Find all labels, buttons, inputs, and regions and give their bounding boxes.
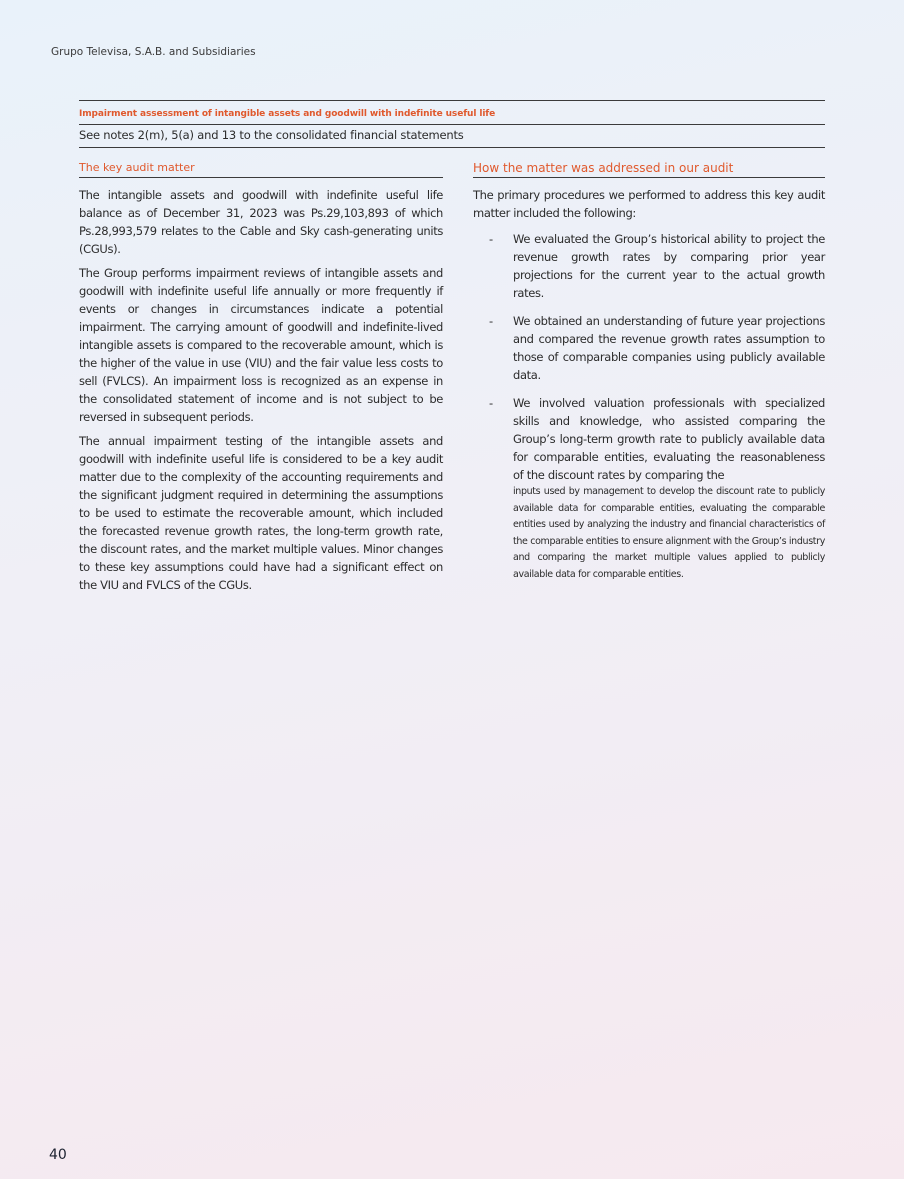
list-item xyxy=(473,230,825,302)
section-title: Impairment assessment of intangible assets and goodwill with indefinite useful life xyxy=(79,109,496,119)
key-audit-matter-heading: The key audit matter xyxy=(79,161,195,174)
notes-rule xyxy=(79,147,825,148)
procedure-text: We evaluated the Group’s historical ability to project the revenue growth rates by comparing prior year projections for the current year to the actual growth rates. xyxy=(513,232,825,300)
procedure-text: We obtained an understanding of future year projections and compared the revenue growth rates assumption to those of comparable companies using publicly available data. xyxy=(513,314,825,382)
dash-marker: - xyxy=(489,314,494,328)
procedures-list xyxy=(473,230,825,583)
list-item xyxy=(473,312,825,384)
matter-paragraph: The annual impairment testing of the intangible assets and goodwill with indefinite useful life is considered to be a key audit matter due to the complexity of the accounting requirements and the significant judgment required in determining the assumptions to be used to estimate the recoverable amount, which included the forecasted revenue growth rates, the long-term growth rate, the discount rates, and the market multiple values. Minor changes to these key assumptions could have had a significant effect on the VIU and FVLCS of the CGUs. xyxy=(79,434,443,592)
left-heading-rule xyxy=(79,177,443,178)
notes-reference: See notes 2(m), 5(a) and 13 to the consolidated financial statements xyxy=(79,128,464,142)
procedures-intro: The primary procedures we performed to address this key audit matter included the following: xyxy=(473,188,825,220)
key-audit-matter-column xyxy=(79,160,443,594)
procedure-text: We involved valuation professionals with specialized skills and knowledge, who assisted comparing the Group’s long-term growth rate to publicly available data for comparable entities, evaluating the reasonableness of the discount rates by comparing the xyxy=(513,396,825,482)
title-rule xyxy=(79,124,825,125)
dash-marker: - xyxy=(489,232,494,246)
dash-marker: - xyxy=(489,396,494,410)
right-heading-rule xyxy=(473,177,825,178)
matter-paragraph: The Group performs impairment reviews of intangible assets and goodwill with indefinite useful life annually or more frequently if events or changes in circumstances indicate a potential impairment. The carrying amount of goodwill and indefinite-lived intangible assets is compared to the recoverable amount, which is the higher of the value in use (VIU) and the fair value less costs to sell (FVLCS). An impairment loss is recognized as an expense in the consolidated statement of income and is not subject to be reversed in subsequent periods. xyxy=(79,266,443,424)
company-name: Grupo Televisa, S.A.B. and Subsidiaries xyxy=(51,46,256,58)
audit-response-heading: How the matter was addressed in our audit xyxy=(473,161,734,175)
page-number: 40 xyxy=(49,1147,67,1163)
list-item xyxy=(473,394,825,583)
top-rule xyxy=(79,100,825,101)
audit-response-column xyxy=(473,160,825,583)
matter-paragraph: The intangible assets and goodwill with indefinite useful life balance as of December 31, 2023 was Ps.29,103,893 of which Ps.28,993,579 relates to the Cable and Sky cash-generating units (CGUs). xyxy=(79,188,443,256)
procedure-text-continued: inputs used by management to develop the discount rate to publicly available data for comparable entities, evaluating the comparable entities used by analyzing the industry and financial characteristics of the comparable entities to ensure alignment with the Group’s industry and comparing the market multiple values applied to publicly available data for comparable entities. xyxy=(513,486,825,580)
